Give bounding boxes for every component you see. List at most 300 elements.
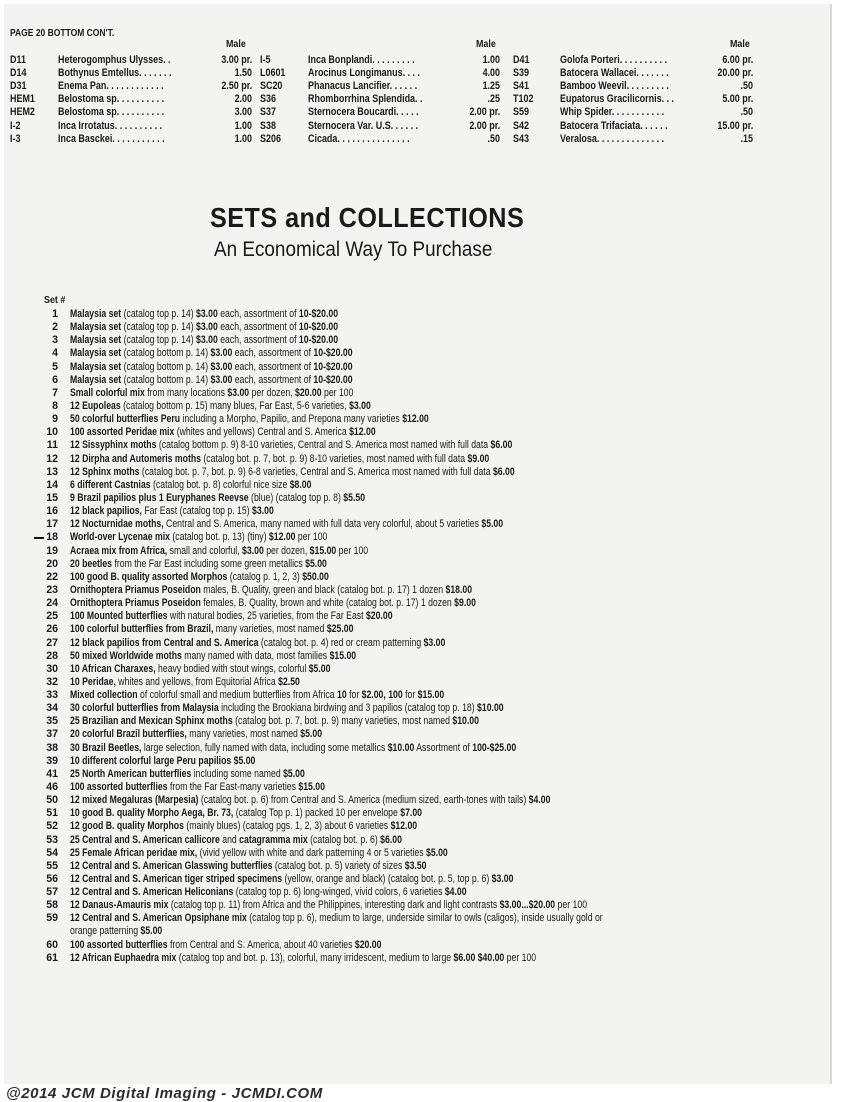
set-text-bold: Malaysia set — [70, 321, 122, 334]
item-name: Phanacus Lancifier. . . . . . — [308, 80, 418, 93]
set-description — [70, 558, 808, 571]
set-text-bold: $3.00 — [196, 334, 218, 347]
set-number: 30 — [46, 662, 58, 675]
set-text-bold: 100 assorted Peridae mix — [70, 426, 175, 439]
item-code: T102 — [513, 93, 534, 106]
set-text: (yellow, orange and black) (catalog bot. p. 5, top p. 6) — [282, 873, 492, 886]
set-text: (catalog Top p. 1) packed 10 per envelope — [233, 807, 401, 820]
set-text-bold: 12 Central and S. American Opsiphane mix — [70, 912, 247, 925]
set-number: 57 — [46, 886, 58, 899]
set-text-bold: 10-$20.00 — [298, 321, 339, 334]
set-text-bold: 12 African Euphaedra mix — [70, 951, 177, 964]
set-text: (catalog bot. p. 4) red or cream patterning — [258, 636, 424, 649]
set-text-bold: $5.00 — [300, 728, 323, 741]
set-text-bold: 10-$20.00 — [298, 334, 339, 347]
set-description — [70, 531, 808, 544]
item-price: 2.00 pr. — [469, 119, 500, 132]
set-text: orange patterning — [70, 924, 141, 937]
item-code: S206 — [260, 132, 281, 145]
item-price: 3.00 — [234, 106, 252, 119]
set-description — [70, 400, 808, 413]
set-description — [70, 439, 808, 452]
set-description — [70, 820, 808, 833]
item-name: Arocinus Longimanus. . . . — [308, 67, 421, 80]
set-number: 11 — [46, 439, 58, 452]
set-description — [70, 466, 808, 479]
price-row — [4, 54, 830, 66]
set-number: 9 — [52, 413, 58, 426]
item-price: .50 — [740, 80, 753, 93]
set-description — [70, 860, 808, 873]
set-text: per 100 — [555, 899, 588, 912]
set-text: each, assortment of — [217, 334, 299, 347]
set-number: 55 — [46, 859, 58, 872]
set-text-bold: $6.00 — [490, 439, 513, 452]
set-text: small and colorful, — [167, 544, 243, 557]
set-description — [70, 939, 808, 952]
set-text: of colorful small and medium butterflies from Africa — [137, 689, 337, 702]
set-text-bold: $9.00 — [467, 452, 490, 465]
set-description — [70, 308, 808, 321]
set-number: 6 — [52, 373, 58, 386]
set-text-bold: 100-$25.00 — [472, 741, 517, 754]
item-code: S43 — [513, 132, 529, 145]
item-name: Batocera Wallacei. . . . . . . — [560, 67, 669, 80]
set-text-bold: $8.00 — [289, 478, 312, 491]
set-text-bold: Small colorful mix — [70, 386, 145, 399]
set-text-bold: 20 beetles — [70, 557, 113, 570]
item-price: 4.00 — [482, 67, 500, 80]
set-text-bold: $3.00 — [196, 308, 218, 320]
set-text-bold: $12.00 — [390, 820, 418, 833]
set-text-bold: $6.00 $40.00 — [453, 951, 505, 964]
male-column-label-3: Male — [730, 38, 750, 50]
set-description — [70, 597, 808, 610]
set-text: (catalog p. 1, 2, 3) — [227, 570, 303, 583]
set-description — [70, 663, 808, 676]
male-column-label-2: Male — [476, 38, 496, 50]
set-text: per dozen, — [249, 386, 296, 399]
item-code: S38 — [260, 119, 276, 132]
set-number: 54 — [46, 846, 58, 859]
set-text-bold: 12 mixed Megaluras (Marpesia) — [70, 794, 199, 807]
set-number: 14 — [46, 478, 58, 491]
set-number: 5 — [52, 360, 58, 373]
item-price: .25 — [487, 93, 500, 106]
set-text: for — [346, 689, 362, 702]
item-price: 3.00 pr. — [221, 54, 252, 66]
set-text: (catalog bottom p. 14) — [121, 373, 211, 386]
set-description — [70, 952, 808, 965]
set-text-bold: $5.00 — [481, 518, 504, 531]
set-text: (whites and yellows) Central and S. America — [174, 426, 350, 439]
set-description — [70, 479, 808, 492]
item-code: D14 — [10, 67, 27, 80]
set-number: 41 — [46, 767, 58, 780]
set-description — [70, 834, 808, 847]
set-text-bold: 12 black papilios from Central and S. America — [70, 636, 259, 649]
price-row — [4, 120, 830, 132]
set-text-bold: 25 Female African peridae mix, — [70, 846, 198, 859]
set-text-bold: $12.00 — [268, 531, 296, 544]
set-text-bold: $7.00 — [400, 807, 422, 820]
item-name: Inca Irrotatus. . . . . . . . . . — [58, 119, 163, 132]
item-code: I-3 — [10, 132, 21, 145]
set-description — [70, 413, 808, 426]
set-text: (catalog bot. p. 7, bot. p. 9) many varieties, most named — [232, 715, 453, 728]
set-text: Assortment of — [414, 741, 473, 754]
set-number: 37 — [46, 728, 58, 741]
item-price: 1.50 — [234, 67, 252, 80]
set-number: 1 — [52, 308, 58, 320]
set-description — [70, 334, 808, 347]
set-text-bold: Acraea mix from Africa, — [70, 544, 168, 557]
set-text-bold: 12 good B. quality Morphos — [70, 820, 184, 833]
set-number: 33 — [46, 689, 58, 702]
set-description — [70, 873, 808, 886]
set-description — [70, 886, 808, 899]
item-price: 1.00 — [234, 132, 252, 145]
set-text: from the Far East including some green metallics — [112, 557, 306, 570]
set-text-bold: $3.00 — [227, 386, 250, 399]
set-text: for — [402, 689, 418, 702]
set-number: 19 — [46, 544, 58, 557]
item-name: Bamboo Weevil. . . . . . . . . — [560, 80, 669, 93]
item-name: Enema Pan. . . . . . . . . . . . — [58, 80, 164, 93]
set-description — [70, 637, 808, 650]
set-text-bold: $3.00...$20.00 — [499, 899, 556, 912]
set-text: (catalog bot. p. 7, bot. p. 9) 8-10 varieties, most named with full data — [200, 452, 468, 465]
set-text: (catalog bottom p. 14) — [121, 360, 211, 373]
set-description — [70, 755, 808, 768]
set-text-bold: 12 Dirpha and Automeris moths — [70, 452, 201, 465]
set-number: 56 — [46, 873, 58, 886]
set-number: 52 — [46, 820, 58, 833]
set-text: (catalog bot. p. 7, bot. p. 9) 6-8 varieties, Central and S. America most named with full data — [139, 465, 493, 478]
set-description — [70, 912, 808, 925]
set-number: 32 — [46, 675, 58, 688]
set-text: (blue) (catalog top p. 8) — [248, 491, 344, 504]
set-description — [70, 847, 808, 860]
item-name: Heterogomphus Ulysses. . — [58, 54, 171, 66]
set-text: females, B. Quality, brown and white (catalog bot. p. 17) 1 dozen — [200, 597, 455, 610]
set-description — [70, 728, 808, 741]
set-description — [70, 794, 808, 807]
set-text-bold: Malaysia set — [70, 308, 122, 320]
set-text: (catalog top p. 11) from Africa and the Philippines, interesting dark and light contrasts — [168, 899, 500, 912]
set-number: 10 — [46, 426, 58, 439]
set-description — [70, 899, 808, 912]
set-text-bold: $3.00 — [210, 347, 233, 360]
set-text-bold: 10 different colorful large Peru papilios $5.00 — [70, 754, 256, 767]
set-text-bold: $5.00 — [426, 846, 448, 859]
set-text: whites and yellows, from Equitorial Africa — [115, 675, 279, 688]
set-text: (catalog bot. p. 8) colorful nice size — [150, 478, 290, 491]
set-text-bold: 100 good B. quality assorted Morphos — [70, 570, 228, 583]
set-text-bold: catagramma mix — [239, 833, 308, 846]
item-price: 20.00 pr. — [717, 67, 753, 80]
set-text-bold: $12.00 — [349, 426, 376, 439]
item-price: 2.50 pr. — [221, 80, 252, 93]
copyright-footer: @2014 JCM Digital Imaging - JCMDI.COM — [6, 1085, 323, 1102]
page-continued-heading: PAGE 20 BOTTOM CON'T. — [10, 28, 115, 39]
set-text-bold: 10 Peridae, — [70, 675, 116, 688]
catalog-page — [4, 4, 832, 1102]
item-name: Eupatorus Gracilicornis. . . — [560, 93, 675, 106]
set-text-bold: $25.00 — [326, 623, 354, 636]
price-row — [4, 80, 830, 92]
set-number: 27 — [46, 636, 58, 649]
item-code: S37 — [260, 106, 276, 119]
set-text-bold: 30 colorful butterflies from Malaysia — [70, 702, 219, 715]
set-description — [70, 505, 808, 518]
set-number: 23 — [46, 583, 58, 596]
set-text-bold: Malaysia set — [70, 334, 122, 347]
set-text-bold: $3.00 — [252, 505, 274, 518]
set-text: from Central and S. America, about 40 varieties — [167, 938, 355, 951]
item-name: Inca Basckei. . . . . . . . . . . — [58, 132, 165, 145]
set-text-bold: 10-$20.00 — [298, 308, 339, 320]
set-text-bold: 10-$20.00 — [313, 360, 353, 373]
set-text-bold: 10-$20.00 — [313, 373, 353, 386]
set-text-bold: Malaysia set — [70, 373, 122, 386]
set-number: 38 — [46, 741, 58, 754]
set-text-bold: 9 Brazil papilios plus 1 Euryphanes Reevse — [70, 491, 249, 504]
set-number: 20 — [46, 557, 58, 570]
set-text: from the Far East-many varieties — [167, 781, 299, 794]
set-text: Far East (catalog top p. 15) — [141, 505, 253, 518]
item-price: .50 — [740, 106, 753, 119]
set-text-bold: $15.00 — [298, 781, 325, 794]
item-code: S36 — [260, 93, 276, 106]
set-text: many varieties, most named — [213, 623, 327, 636]
set-text-bold: 6 different Castnias — [70, 478, 151, 491]
set-text: (catalog top and bot. p. 13), colorful, many irridescent, medium to large — [176, 951, 454, 964]
set-text: males, B. Quality, green and black (catalog bot. p. 17) 1 dozen — [200, 583, 446, 596]
item-name: Belostoma sp. . . . . . . . . . — [58, 106, 165, 119]
set-text: (catalog bot. p. 13) (tiny) — [169, 531, 269, 544]
set-description — [70, 545, 808, 558]
set-text-bold: Ornithoptera Priamus Poseidon — [70, 583, 201, 596]
set-text: (catalog top p. 14) — [121, 321, 197, 334]
set-description — [70, 387, 808, 400]
item-name: Cicada. . . . . . . . . . . . . . . — [308, 132, 410, 145]
set-text-bold: $4.00 — [444, 886, 467, 899]
item-code: D31 — [10, 80, 27, 93]
set-text-bold: $10.00 — [477, 702, 504, 715]
item-price: .50 — [487, 132, 500, 145]
item-name: Whip Spider. . . . . . . . . . . — [560, 106, 665, 119]
set-number: 28 — [46, 649, 58, 662]
set-text: many named with data, most families — [181, 649, 330, 662]
set-text-bold: 10 African Charaxes, — [70, 662, 156, 675]
set-text: and — [219, 833, 240, 846]
set-text-bold: 100 colorful butterflies from Brazil, — [70, 623, 214, 636]
set-text-bold: 10 — [336, 689, 347, 702]
set-text-bold: 100 assorted butterflies — [70, 781, 168, 794]
item-code: L0601 — [260, 67, 286, 80]
set-text-bold: $5.00 — [140, 924, 163, 937]
set-text: per dozen, — [263, 544, 310, 557]
set-number: 2 — [52, 321, 58, 334]
set-text: many varieties, most named — [186, 728, 301, 741]
set-text-bold: $15.00 — [329, 649, 357, 662]
set-text: each, assortment of — [232, 360, 314, 373]
set-description — [70, 702, 808, 715]
item-code: HEM2 — [10, 106, 35, 119]
set-number: 46 — [46, 781, 58, 794]
set-text-bold: $12.00 — [402, 413, 429, 426]
set-description — [70, 321, 808, 334]
set-text-bold: 25 Brazilian and Mexican Sphinx moths — [70, 715, 233, 728]
set-description — [70, 676, 808, 689]
set-text-bold: 12 black papilios, — [70, 505, 142, 518]
set-text: each, assortment of — [232, 347, 314, 360]
set-text-bold: $5.00 — [283, 767, 305, 780]
set-text: (catalog bot. p. 6) — [307, 833, 381, 846]
set-number: 61 — [46, 951, 58, 964]
set-text-bold: $20.00 — [295, 386, 322, 399]
set-text-bold: 10-$20.00 — [313, 347, 353, 360]
set-number: 24 — [46, 597, 58, 610]
set-description — [70, 715, 808, 728]
set-text: (catalog bot. p. 5) variety of sizes — [272, 859, 405, 872]
set-text-bold: $3.00 — [210, 373, 233, 386]
set-text: each, assortment of — [217, 308, 299, 320]
item-code: S39 — [513, 67, 529, 80]
item-name: Belostoma sp. . . . . . . . . . — [58, 93, 165, 106]
set-text-bold: 30 Brazil Beetles, — [70, 741, 142, 754]
set-text-bold: 12 Central and S. American Heliconians — [70, 886, 234, 899]
set-text-bold: $2.50 — [278, 675, 300, 688]
set-text-bold: 100 assorted butterflies — [70, 938, 168, 951]
set-text-bold: $15.00 — [309, 544, 337, 557]
set-description — [70, 781, 808, 794]
set-text-bold: 12 Central and S. American tiger striped specimens — [70, 873, 283, 886]
set-number: 4 — [52, 347, 58, 360]
set-description — [70, 347, 808, 360]
set-text-bold: 50 colorful butterflies Peru — [70, 413, 181, 426]
set-description-continued — [70, 925, 162, 938]
set-description — [70, 518, 808, 531]
set-text-bold: $18.00 — [445, 583, 473, 596]
item-code: I-2 — [10, 119, 21, 132]
set-text: (catalog top p. 6), medium to large, underside similar to owls (caligos), inside usually gold or — [246, 912, 603, 925]
set-number: 16 — [46, 505, 58, 518]
item-code: S41 — [513, 80, 529, 93]
set-text-bold: 100 Mounted butterflies — [70, 610, 168, 623]
item-code: D11 — [10, 54, 26, 66]
set-text: (mainly blues) (catalog pgs. 1, 2, 3) about 6 varieties — [183, 820, 391, 833]
set-text-bold: $3.00 — [196, 321, 218, 334]
set-number: 8 — [52, 399, 58, 412]
set-text: from many locations — [144, 386, 228, 399]
item-name: Sternocera Var. U.S. . . . . . — [308, 119, 419, 132]
set-text-bold: World-over Lycenae mix — [70, 531, 170, 544]
item-code: SC20 — [260, 80, 283, 93]
set-text: heavy bodied with stout wings, colorful — [155, 662, 309, 675]
set-number: 51 — [46, 807, 58, 820]
item-price: 5.00 pr. — [722, 93, 753, 106]
item-code: S42 — [513, 119, 529, 132]
item-name: Golofa Porteri. . . . . . . . . . — [560, 54, 668, 66]
set-text: including some named — [191, 767, 284, 780]
set-text-bold: $2.00, 100 — [361, 689, 403, 702]
set-text: per 100 — [504, 951, 537, 964]
set-description — [70, 374, 808, 387]
sets-subtitle: An Economical Way To Purchase — [214, 238, 493, 261]
set-description — [70, 610, 808, 623]
item-price: .15 — [740, 132, 753, 145]
set-text-bold: $6.00 — [380, 833, 402, 846]
set-number: 53 — [46, 833, 58, 846]
set-text-bold: 12 Danaus-Amauris mix — [70, 899, 169, 912]
set-text: each, assortment of — [232, 373, 314, 386]
set-text-bold: 10 good B. quality Morpho Aega, Br. 73, — [70, 807, 234, 820]
set-text: including the Brookiana birdwing and 3 papilios (catalog top p. 18) — [218, 702, 478, 715]
set-text-bold: 12 Sphinx moths — [70, 465, 140, 478]
set-number: 13 — [46, 465, 58, 478]
set-number: 50 — [46, 794, 58, 807]
set-number: 26 — [46, 623, 58, 636]
item-name: Rhomborrhina Splendida. . — [308, 93, 423, 106]
item-code: D41 — [513, 54, 530, 66]
item-price: 1.00 — [234, 119, 252, 132]
set-text: per 100 — [336, 544, 369, 557]
set-text: (catalog bot. p. 6) from Central and S. America (medium sized, earth-tones with tails) — [198, 794, 529, 807]
set-text-bold: $20.00 — [354, 938, 382, 951]
set-text-bold: 12 Central and S. American Glasswing butterflies — [70, 859, 273, 872]
set-text-bold: $10.00 — [387, 741, 415, 754]
set-description — [70, 426, 808, 439]
set-number: 18 — [46, 531, 58, 544]
set-text-bold: $3.00 — [491, 873, 514, 886]
set-description — [70, 742, 808, 755]
set-text-bold: $3.50 — [404, 859, 427, 872]
set-text: with natural bodies, 25 varieties, from the Far East — [167, 610, 366, 623]
set-text: per 100 — [295, 531, 328, 544]
item-name: Sternocera Boucardi. . . . . — [308, 106, 419, 119]
set-text-bold: $10.00 — [452, 715, 479, 728]
item-code: HEM1 — [10, 93, 35, 106]
male-column-label-1: Male — [226, 38, 246, 50]
set-text: (catalog top p. 14) — [121, 308, 197, 320]
set-text: per 100 — [321, 386, 354, 399]
set-text-bold: $3.00 — [210, 360, 233, 373]
set-text: (catalog bottom p. 9) 8-10 varieties, Central and S. America most named with full data — [156, 439, 491, 452]
set-description — [70, 361, 808, 374]
set-number: 7 — [52, 386, 58, 399]
set-text-bold: $9.00 — [454, 597, 476, 610]
set-text-bold: $50.00 — [302, 570, 329, 583]
set-text-bold: $3.00 — [242, 544, 264, 557]
item-price: 15.00 pr. — [717, 119, 753, 132]
set-text: (catalog bottom p. 15) many blues, Far East, 5-6 varieties, — [120, 399, 350, 412]
set-text-bold: $20.00 — [365, 610, 393, 623]
set-number: 59 — [46, 912, 58, 925]
item-code: I-5 — [260, 54, 271, 66]
item-price: 2.00 pr. — [469, 106, 500, 119]
set-description — [70, 650, 808, 663]
set-text-bold: 12 Nocturnidae moths, — [70, 518, 164, 531]
set-number: 34 — [46, 702, 58, 715]
set-text-bold: Malaysia set — [70, 347, 122, 360]
set-text: (vivid yellow with white and dark patterning 4 or 5 varieties — [197, 846, 427, 859]
set-text-bold: $6.00 — [492, 465, 515, 478]
set-text: including a Morpho, Papilio, and Prepona many varieties — [180, 413, 403, 426]
set-number: 35 — [46, 715, 58, 728]
set-number: 58 — [46, 899, 58, 912]
